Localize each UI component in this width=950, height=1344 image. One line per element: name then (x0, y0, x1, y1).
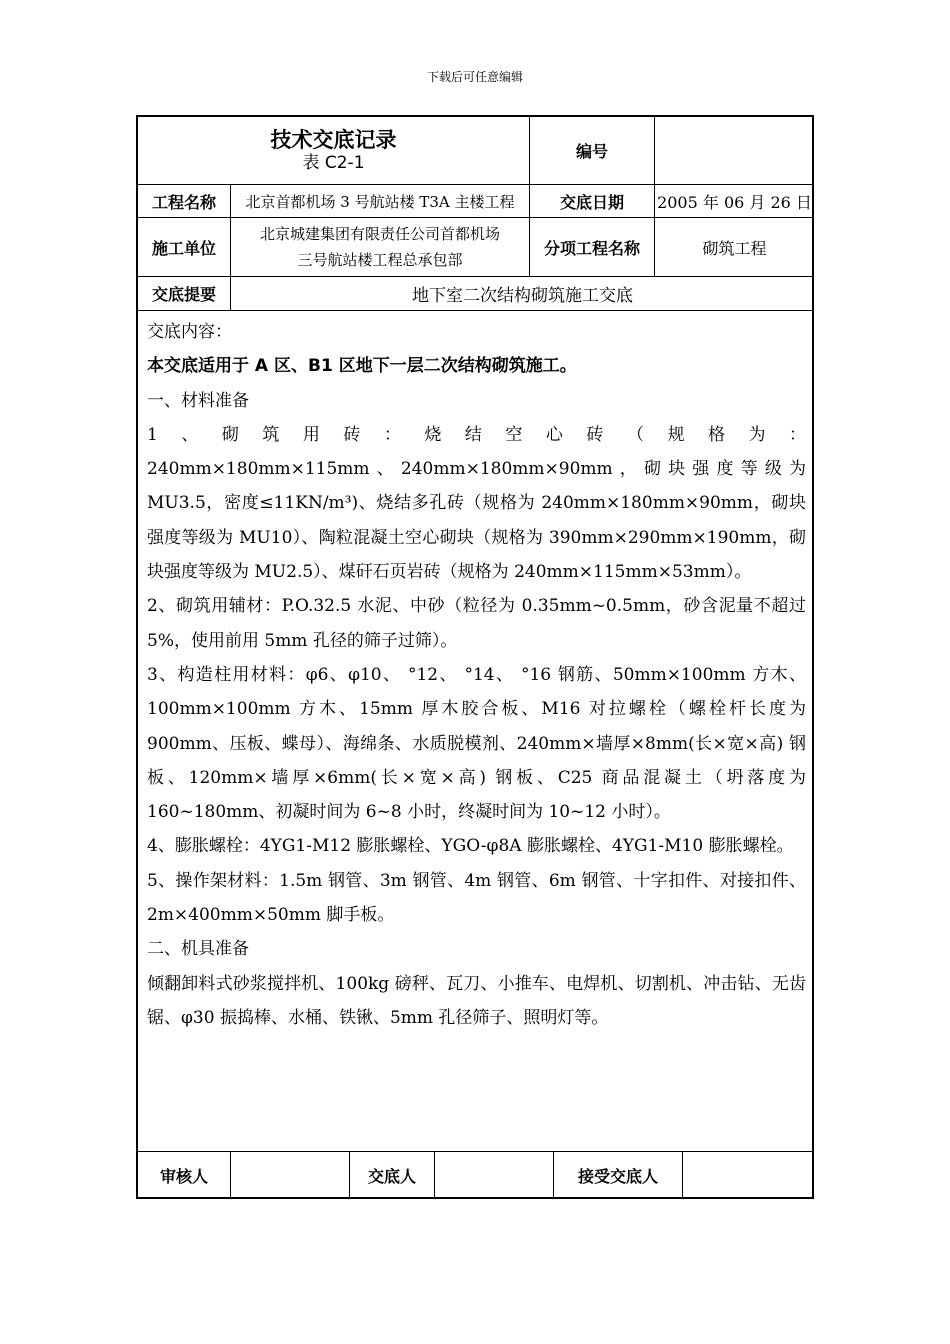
subproject-value: 砌筑工程 (655, 218, 814, 277)
project-name-label: 工程名称 (138, 185, 231, 218)
subproject-label: 分项工程名称 (530, 218, 655, 277)
machines-list: 倾翻卸料式砂浆搅拌机、100kg 磅秤、瓦刀、小推车、电焊机、切割机、冲击钻、无齿锯、φ30 振捣棒、水桶、铁锹、5mm 孔径筛子、照明灯等。 (147, 973, 806, 1028)
briefing-content (138, 311, 814, 1152)
date-value: 2005 年 06 月 26 日 (655, 185, 814, 218)
technical-briefing-form (136, 115, 814, 1199)
material-item-1-first-line: 1、砌筑用砖：烧结空心砖（规格为： (147, 424, 806, 445)
form-title: 技术交底记录 (270, 127, 397, 152)
header-note: 下载后可任意编辑 (426, 70, 523, 84)
summary-label: 交底提要 (138, 277, 231, 311)
contractor-value (231, 218, 530, 277)
date-label: 交底日期 (530, 185, 655, 218)
contractor-line-1: 北京城建集团有限责任公司首都机场 (259, 225, 500, 243)
material-item-4: 4、膨胀螺栓：4YG1-M12 膨胀螺栓、YGO-φ8A 膨胀螺栓、4YG1-M10 膨胀螺栓。 (147, 836, 794, 857)
content-scope: 本交底适用于 A 区、B1 区地下一层二次结构砌筑施工。 (147, 356, 577, 377)
contractor-label: 施工单位 (138, 218, 231, 277)
section-machines-title: 二、机具准备 (147, 939, 249, 960)
contractor-line-2: 三号航站楼工程总承包部 (297, 251, 463, 269)
receiver-value[interactable] (683, 1152, 814, 1199)
presenter-label: 交底人 (350, 1152, 435, 1199)
receiver-label: 接受交底人 (554, 1152, 683, 1199)
number-label: 编号 (530, 117, 655, 185)
number-value[interactable] (655, 117, 814, 185)
presenter-value[interactable] (435, 1152, 554, 1199)
section-materials-title: 一、材料准备 (147, 390, 249, 411)
form-subtitle: 表 C2-1 (302, 153, 365, 173)
reviewer-label: 审核人 (138, 1152, 231, 1199)
material-item-2: 2、砌筑用辅材：P.O.32.5 水泥、中砂（粒径为 0.35mm~0.5mm，砂含泥量不超过 5%，使用前用 5mm 孔径的筛子过筛）。 (147, 596, 806, 651)
form-title-block (138, 117, 530, 185)
summary-value: 地下室二次结构砌筑施工交底 (231, 277, 814, 311)
reviewer-value[interactable] (231, 1152, 350, 1199)
content-heading: 交底内容： (147, 322, 232, 342)
material-item-5: 5、操作架材料：1.5m 钢管、3m 钢管、4m 钢管、6m 钢管、十字扣件、对接扣件、2m×400mm×50mm 脚手板。 (147, 870, 806, 926)
project-name-value: 北京首都机场 3 号航站楼 T3A 主楼工程 (231, 185, 530, 218)
material-item-3: 3、构造柱用材料：φ6、φ10、 °12、 °14、 °16 钢筋、50mm×100mm 方木、100mm×100mm 方木、15mm 厚木胶合板、M16 对拉螺栓（螺栓杆长度为 900mm、压板、蝶母）、海绵条、水质脱模剂、240mm×墙厚×8mm(长×宽×高) 钢板、120mm×墙厚×6mm(长×宽×高) 钢板、C25 商品混凝土（坍落度为 160~180mm、初凝时间为 6~8 小时，终凝时间为 10~12 小时）。 (147, 664, 806, 823)
material-item-1-detail: 240mm×180mm×115mm、240mm×180mm×90mm，砌块强度等级为 MU3.5，密度≤11KN/m³)、烧结多孔砖（规格为 240mm×180mm×90mm，砌块强度等级为 MU10）、陶粒混凝土空心砌块（规格为 390mm×290mm×190mm，砌块强度等级为 MU2.5）、煤矸石页岩砖（规格为 240mm×115mm×53mm）。 (147, 459, 806, 583)
